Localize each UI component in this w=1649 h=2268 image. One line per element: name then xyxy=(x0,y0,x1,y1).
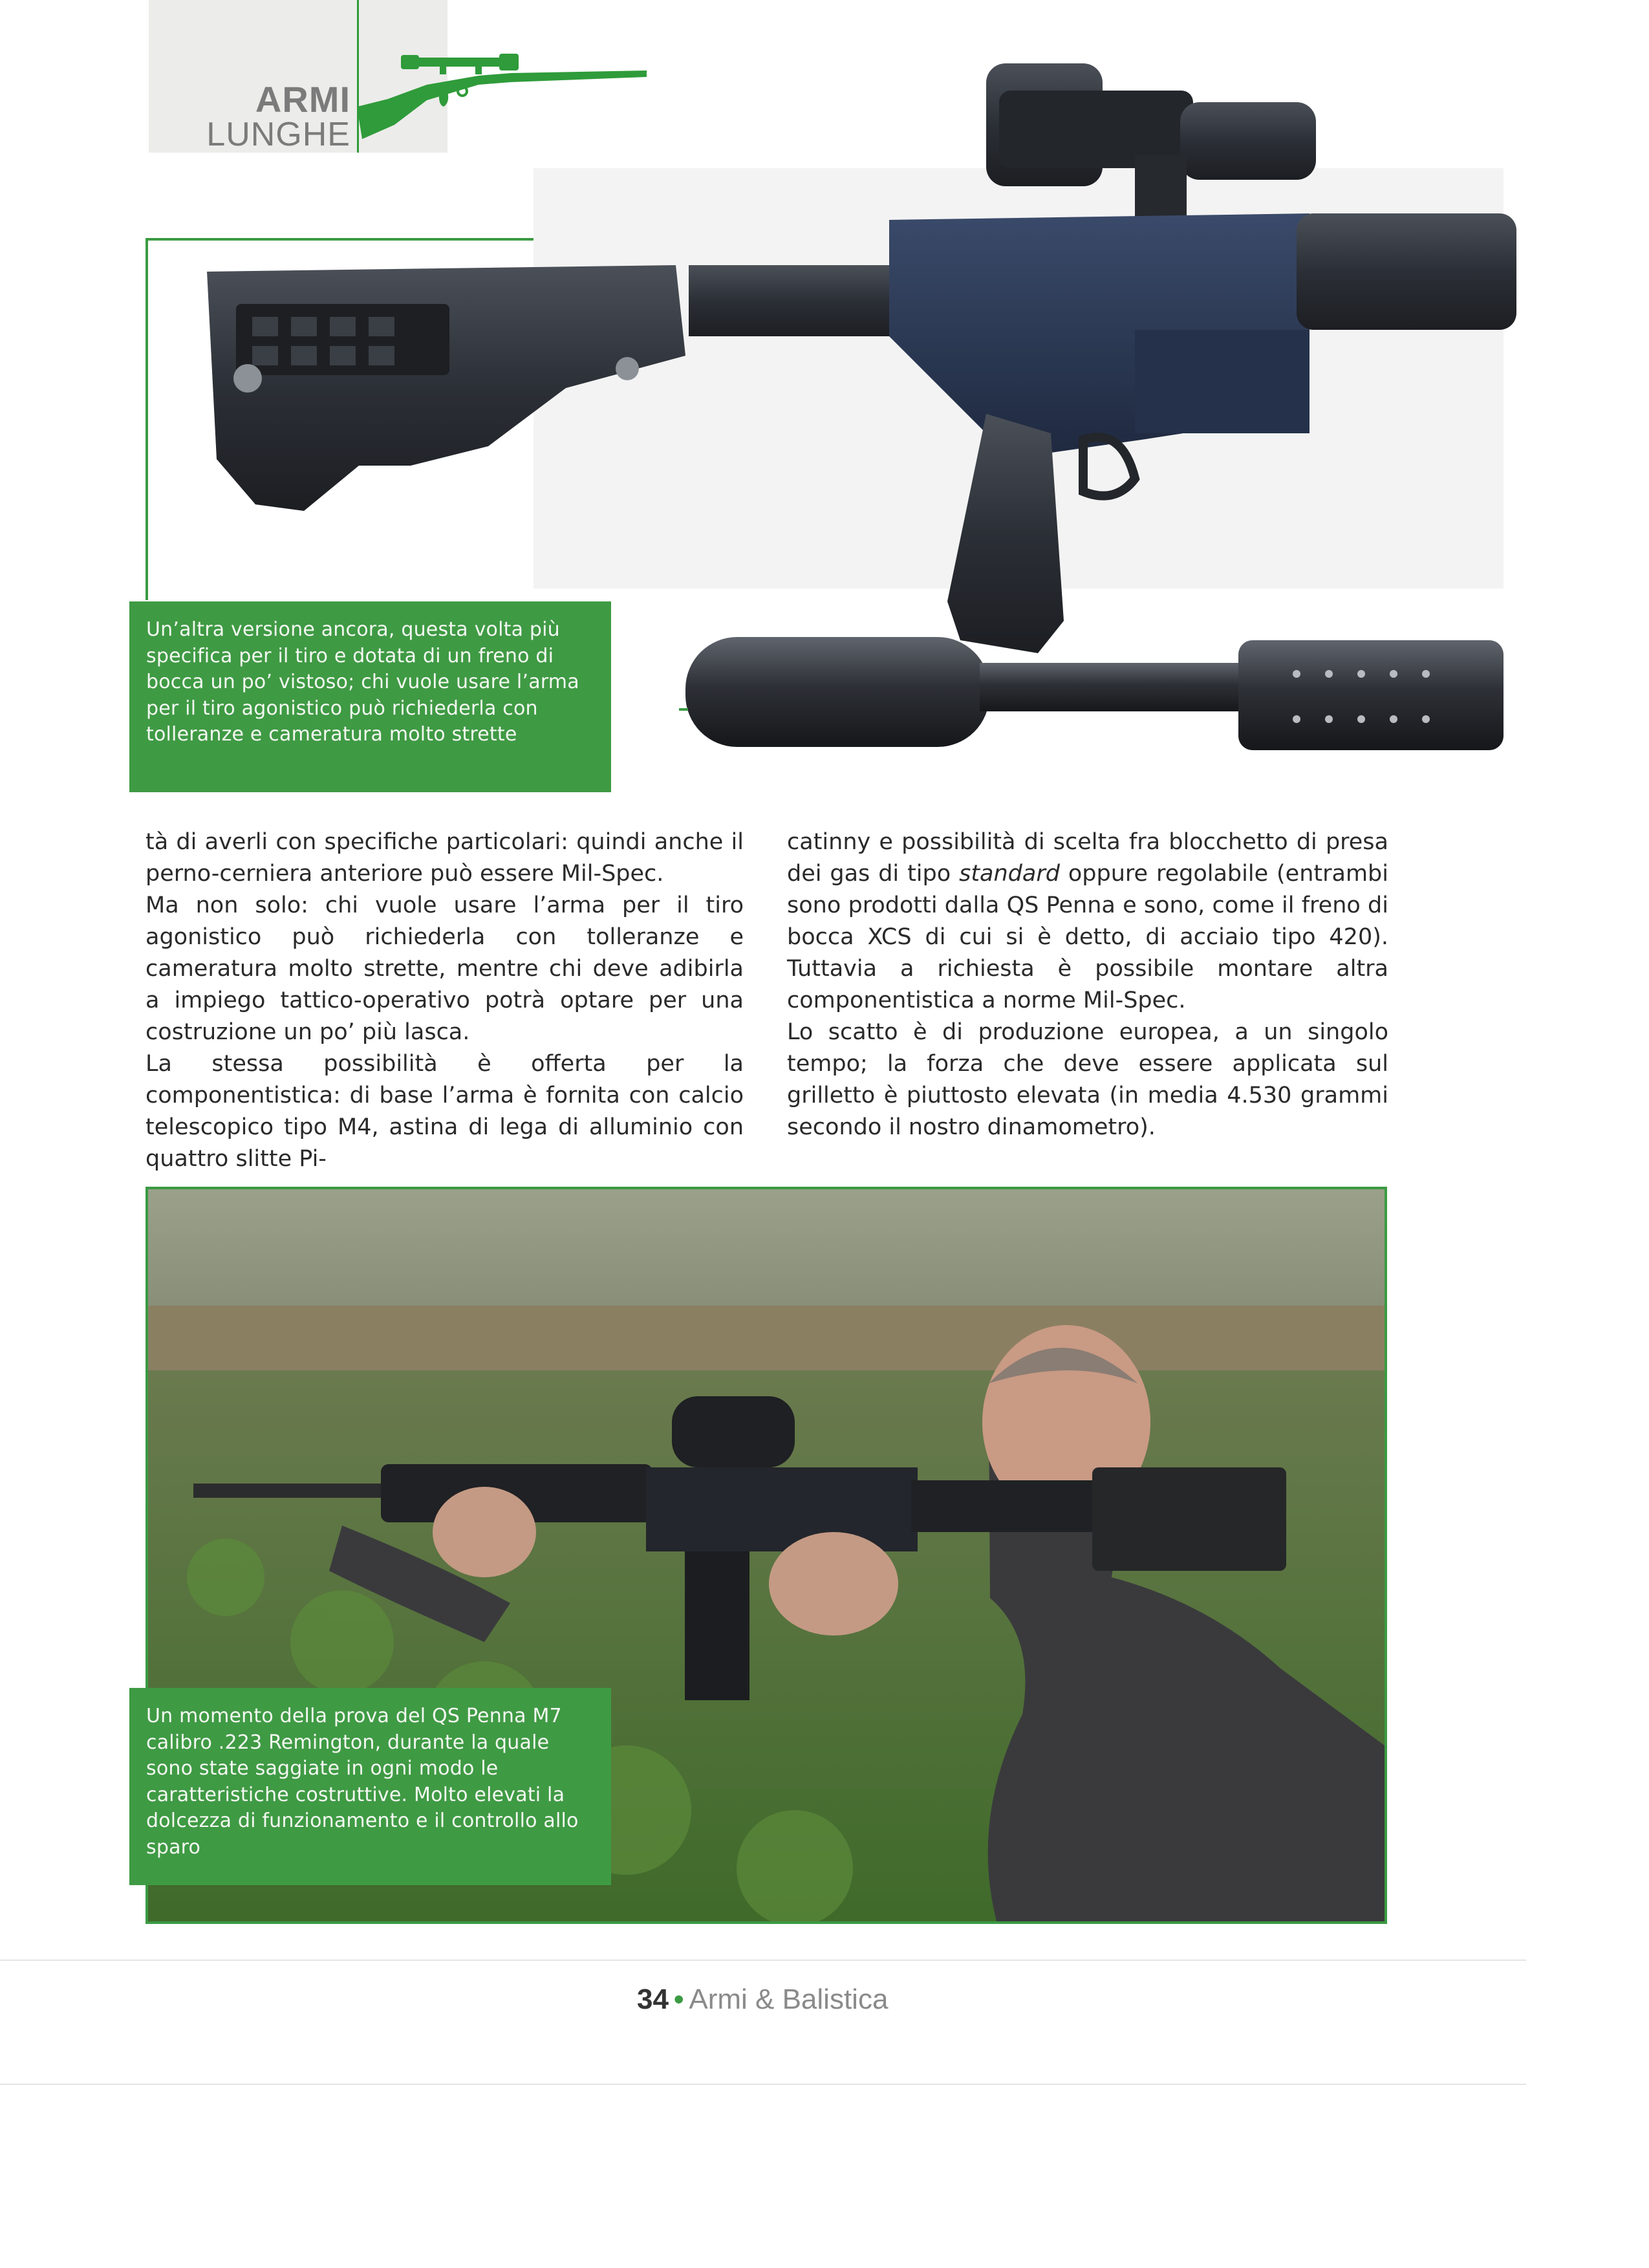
text-run: catinny e possibilità di scelta fra blocchetto di presa dei gas di tipo xyxy=(787,829,1388,887)
photo-caption-2: Un momento della prova del QS Penna M7 calibro .223 Remington, durante la quale sono state saggiate in ogni modo le caratteristiche costruttive. Molto elevati la dolcezza di funzionamento e il controllo allo sparo xyxy=(129,1688,611,1885)
paragraph: Ma non solo: chi vuole usare l’arma per il tiro agonistico può richiederla con tolleranze e cameratura molto strette, mentre chi deve adibirla a impiego tattico-operativo potrà optare per una costruzione un po’ più lasca. xyxy=(146,892,744,1045)
page-number: 34 xyxy=(637,1983,669,2015)
page-footer xyxy=(637,1985,888,2014)
body-column-1 xyxy=(146,826,744,1175)
text-run: oppure regolabile (entrambi sono prodotti dalla QS Penna e sono, come il freno di bocca XCS di cui si è detto, di acciaio tipo 420). Tuttavia a richiesta è possibile montare altra componentistica a norme Mil-Spec. xyxy=(787,861,1388,1013)
footer-separator: • xyxy=(673,1983,684,2015)
magazine-name: Armi & Balistica xyxy=(689,1983,889,2015)
section-title-line2: LUNGHE xyxy=(206,116,350,153)
paragraph: tà di averli con specifiche particolari: quindi anche il perno-cerniera anteriore può essere Mil-Spec. xyxy=(146,829,744,887)
section-title-line1: ARMI xyxy=(255,79,350,120)
emphasis-text: standard xyxy=(959,861,1060,887)
paragraph xyxy=(787,826,1388,1017)
paragraph: La stessa possibilità è offerta per la componentistica: di base l’arma è fornita con calcio telescopico tipo M4, astina di lega di alluminio con quattro slitte Pi- xyxy=(146,1051,744,1172)
photo-caption-1: Un’altra versione ancora, questa volta più specifica per il tiro e dotata di un freno di bocca un po’ vistoso; chi vuole usare l’arma per il tiro agonistico può richiederla con tolleranze e cameratura molto strette xyxy=(129,601,611,792)
footer-divider-top xyxy=(0,1960,1526,1961)
footer-divider-bottom xyxy=(0,2084,1526,2085)
paragraph: Lo scatto è di produzione europea, a un singolo tempo; la forza che deve essere applicata sul grilletto è piuttosto elevata (in media 4.530 grammi secondo il nostro dinamometro). xyxy=(787,1019,1388,1140)
caption-connector xyxy=(679,708,688,711)
body-column-2 xyxy=(787,826,1388,1143)
